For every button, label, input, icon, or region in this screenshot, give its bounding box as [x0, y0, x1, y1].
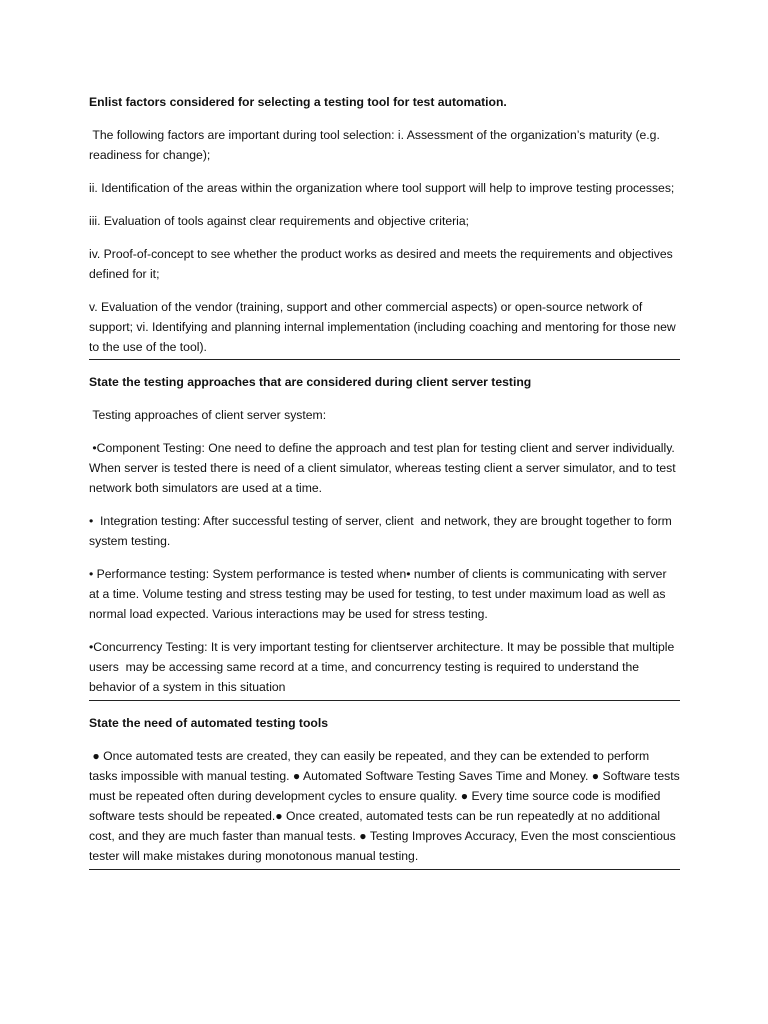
paragraph: The following factors are important during tool selection: i. Assessment of the organization’s maturity (e.g. readiness for change); — [89, 128, 664, 162]
paragraph: • Performance testing: System performance is tested when• number of clients is communicating with server at a time. Volume testing and stress testing may be used for testing, to test under maximum load as well as normal load expected. Various interactions may be used for stress testing. — [89, 567, 667, 621]
paragraph: iv. Proof-of-concept to see whether the product works as desired and meets the requirements and objectives defined for it; — [89, 247, 673, 281]
paragraph: iii. Evaluation of tools against clear requirements and objective criteria; — [89, 214, 470, 228]
paragraph: • Integration testing: After successful testing of server, client and network, they are brought together to form system testing. — [89, 514, 676, 548]
section-heading: Enlist factors considered for selecting a testing tool for test automation. — [89, 95, 507, 109]
section-heading: State the testing approaches that are considered during client server testing — [89, 375, 532, 389]
section-divider — [89, 700, 680, 701]
paragraph: ● Once automated tests are created, they can easily be repeated, and they can be extended to perform tasks impossible with manual testing. ● Automated Software Testing Saves Time and Money. ● Software tests must be repeated often during development cycles to ensure quality. ● Every time source code is modified software tests should be repeated.● Once created, automated tests can be run repeatedly at no additional cost, and they are much faster than manual tests. ● Testing Improves Accuracy, Even the most conscientious tester will make mistakes during monotonous manual testing. — [89, 749, 684, 863]
paragraph: •Concurrency Testing: It is very important testing for clientserver architecture. It may be possible that multiple users may be accessing same record at a time, and concurrency testing is required to understand the behavior of a system in this situation — [89, 640, 678, 694]
paragraph: ii. Identification of the areas within the organization where tool support will help to improve testing processes; — [89, 181, 675, 195]
document-content — [89, 92, 684, 870]
section-heading: State the need of automated testing tools — [89, 716, 329, 730]
paragraph: v. Evaluation of the vendor (training, support and other commercial aspects) or open-source network of support; vi. Identifying and planning internal implementation (including coaching and mentoring for those new to the use of the tool). — [89, 300, 676, 354]
paragraph: Testing approaches of client server system: — [89, 408, 327, 422]
section-divider — [89, 869, 680, 870]
section-divider — [89, 359, 680, 360]
paragraph: •Component Testing: One need to define the approach and test plan for testing client and server individually. When server is tested there is need of a client simulator, whereas testing client a server simulator, and to test network both simulators are used at a time. — [89, 441, 680, 495]
